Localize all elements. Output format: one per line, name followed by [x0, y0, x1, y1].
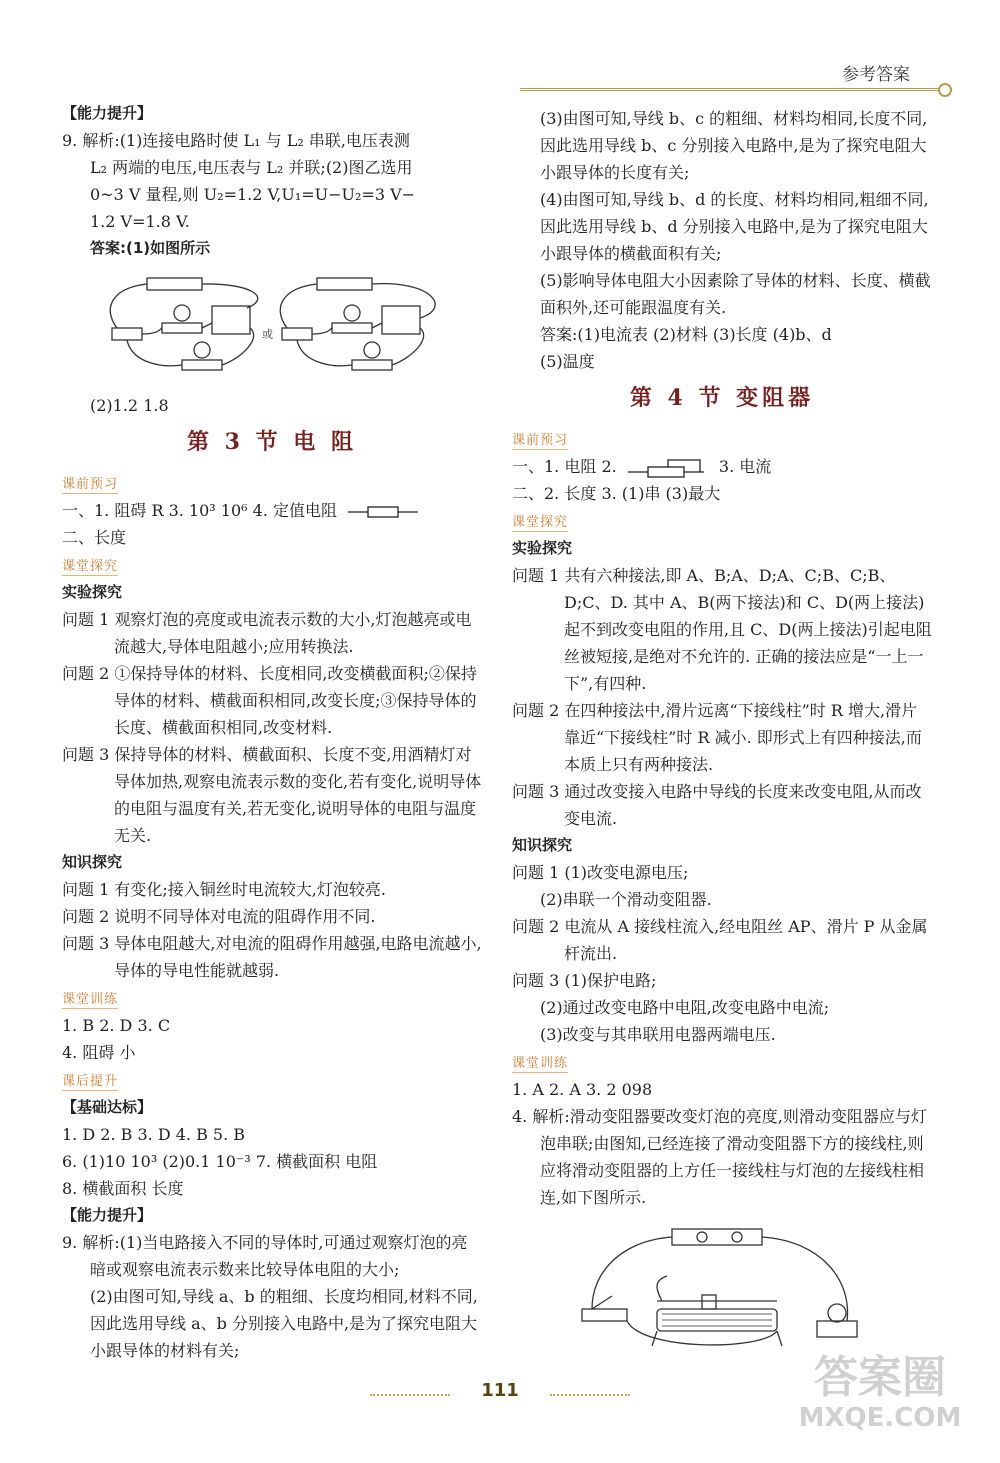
rheostat-circuit	[562, 1221, 882, 1371]
experiment-item: 问题 3 通过改变接入电路中导线的长度来改变电阻,从而改变电流.	[512, 782, 922, 828]
header-rule	[520, 88, 942, 91]
bulb-base-2	[182, 360, 222, 370]
tag-explore-right: 课堂探究	[512, 515, 569, 530]
figure-or-label: 或	[262, 328, 273, 341]
q9-line: 9. 解析:(1)连接电路时使 L₁ 与 L₂ 串联,电压表测	[62, 131, 410, 150]
knowledge-item: 问题 2 电流从 A 接线柱流入,经电阻丝 AP、滑片 P 从金属杆流出.	[512, 917, 928, 963]
q4-analysis: 4. 解析:滑动变阻器要改变灯泡的亮度,则滑动变阻器应与灯泡串联;由图知,已经连接了滑动变阻器下方的接线柱,则应将滑动变阻器的上方任一接线柱与灯泡的左接线柱相连,如下图所示.	[512, 1107, 927, 1207]
switch-lever	[592, 1296, 612, 1309]
tag-preview-right: 课前预习	[512, 433, 569, 448]
experiment-heading-right: 实验探究	[512, 539, 573, 557]
ability-heading: 【能力提升】	[62, 104, 153, 122]
basic-line: 1. D 2. B 3. D 4. B 5. B	[62, 1125, 246, 1144]
bulb-3	[344, 305, 360, 321]
q9b-item: 9. 解析:(1)当电路接入不同的导体时,可通过观察灯泡的亮暗或观察电流表示数来比较导体电阻的大小;	[62, 1233, 468, 1279]
basic-line: 8. 横截面积 长度	[62, 1179, 184, 1198]
tag-after-class: 课后提升	[62, 1074, 119, 1089]
rheostat-slider	[702, 1295, 716, 1309]
q9-line: L₂ 两端的电压,电压表与 L₂ 并联;(2)图乙选用	[90, 158, 413, 177]
left-column	[62, 100, 482, 1364]
answer-line: 答案:(1)电流表 (2)材料 (3)长度 (4)b、d	[540, 325, 832, 344]
watermark	[790, 1353, 970, 1443]
circuit-diagram	[62, 268, 462, 378]
knowledge-item: 问题 3 导体电阻越大,对电流的阻碍作用越强,电路电流越小,导体的导电性能就越弱.	[62, 934, 482, 980]
battery-1	[147, 278, 202, 290]
page-dots-left	[370, 1394, 450, 1396]
preview-text-b: 3. 电流	[718, 457, 772, 476]
q9b-item: (2)由图可知,导线 a、b 的粗细、长度均相同,材料不同,因此选用导线 a、b 分别接入电路中,是为了探究电阻大小跟导体的材料有关;	[90, 1287, 478, 1360]
training-line: 1. B 2. D 3. C	[62, 1016, 171, 1035]
q9-analysis	[62, 127, 482, 235]
cont-item: (4)由图可知,导线 b、d 的长度、材料均相同,粗细不同,因此选用导线 b、d 分别接入电路中,是为了探究电阻大小跟导体的横截面积有关;	[540, 190, 929, 263]
tag-explore: 课堂探究	[62, 559, 119, 574]
lamp-base	[817, 1321, 857, 1337]
basic-line: 6. (1)10 10³ (2)0.1 10⁻³ 7. 横截面积 电阻	[62, 1152, 378, 1171]
cont-item: (3)由图可知,导线 b、c 的粗细、材料均相同,长度不同,因此选用导线 b、c 分别接入电路中,是为了探究电阻大小跟导体的长度有关;	[540, 109, 928, 182]
basic-heading: 【基础达标】	[62, 1098, 153, 1116]
battery-2	[317, 278, 372, 290]
tag-training-right: 课堂训练	[512, 1056, 569, 1071]
knowledge-item: 问题 1 (1)改变电源电压;	[512, 863, 689, 882]
lamp-bulb	[828, 1304, 846, 1322]
watermark-line2: MXQE.COM	[798, 1403, 962, 1433]
bulb-base-1	[162, 323, 202, 333]
knowledge-item: 问题 2 说明不同导体对电流的阻碍作用不同.	[62, 907, 376, 926]
knowledge-item: (3)改变与其串联用电器两端电压.	[540, 1025, 776, 1044]
answer-line: (5)温度	[540, 352, 595, 371]
knowledge-heading: 知识探究	[62, 853, 123, 871]
knowledge-heading-right: 知识探究	[512, 836, 573, 854]
q9-answer2: (2)1.2 1.8	[90, 396, 169, 415]
switch-2	[282, 328, 312, 340]
voltmeter-2	[382, 306, 420, 334]
bulb-base-4	[352, 360, 392, 370]
preview-line-2: 二、长度	[62, 528, 127, 547]
training-line-right: 1. A 2. A 3. 2 098	[512, 1080, 653, 1099]
preview-line-1-right	[512, 453, 932, 480]
experiment-item: 问题 2 ①保持导体的材料、长度相同,改变横截面积;②保持导体的材料、横截面积相同,改变长度;③保持导体的长度、横截面积相同,改变材料.	[62, 664, 477, 737]
rheostat-symbol	[628, 458, 708, 478]
tag-preview: 课前预习	[62, 477, 119, 492]
bulb-4	[364, 342, 380, 358]
q9-answer: 答案:(1)如图所示	[90, 239, 211, 257]
resistor-symbol	[348, 505, 418, 519]
page-dots-right	[550, 1394, 630, 1396]
knowledge-item: 问题 3 (1)保护电路;	[512, 971, 657, 990]
circuit-figure	[62, 268, 482, 386]
experiment-item: 问题 2 在四种接法中,滑片远离“下接线柱”时 R 增大,滑片靠近“下接线柱”时 R 减小. 即形式上有四种接法,而本质上只有两种接法.	[512, 701, 922, 774]
preview-line-2-right: 二、2. 长度 3. (1)串 (3)最大	[512, 484, 721, 503]
experiment-item: 问题 1 共有六种接法,即 A、B;A、D;A、C;B、C;B、D;C、D. 其中 A、B(两下接法)和 C、D(两上接法)起不到改变电阻的作用,且 C、D(两上接法)引起电阻丝被短接,是绝对不允许的. 正确的接法应是“一上一下”,有四种.	[512, 566, 932, 693]
page-number: 111	[481, 1380, 519, 1401]
right-column	[512, 105, 932, 1385]
experiment-item: 问题 3 保持导体的材料、横截面积、长度不变,用酒精灯对导体加热,观察电流表示数的变化,若有变化,说明导体的电阻与温度有关,若无变化,说明导体的电阻与温度无关.	[62, 745, 482, 845]
ability-heading-2: 【能力提升】	[62, 1206, 153, 1224]
switch-base	[582, 1309, 627, 1321]
preview-text-a: 一、1. 电阻 2.	[512, 457, 617, 476]
bulb-1	[174, 305, 190, 321]
header-dot	[938, 83, 952, 97]
section4-title: 第 4 节 变阻器	[629, 385, 815, 411]
experiment-item: 问题 1 观察灯泡的亮度或电流表示数的大小,灯泡越亮或电流越大,导体电阻越小;应用转换法.	[62, 610, 472, 656]
knowledge-item: (2)串联一个滑动变阻器.	[540, 890, 712, 909]
section3-title: 第 3 节 电 阻	[187, 429, 357, 455]
watermark-line1: 答案圈	[814, 1352, 946, 1403]
knowledge-item: 问题 1 有变化;接入铜丝时电流较大,灯泡较亮.	[62, 880, 386, 899]
bulb-base-3	[332, 323, 372, 333]
q9-line: 1.2 V=1.8 V.	[90, 212, 190, 231]
experiment-heading: 实验探究	[62, 583, 123, 601]
preview-text: 一、1. 阻碍 R 3. 10³ 10⁶ 4. 定值电阻	[62, 501, 337, 520]
switch-1	[112, 328, 142, 340]
bulb-2	[194, 342, 210, 358]
battery-box	[672, 1229, 762, 1245]
preview-line-1	[62, 497, 482, 524]
header-title: 参考答案	[842, 65, 910, 85]
cont-item: (5)影响导体电阻大小因素除了导体的材料、长度、横截面积外,还可能跟温度有关.	[540, 271, 931, 317]
tag-training: 课堂训练	[62, 992, 119, 1007]
voltmeter-1	[212, 306, 250, 334]
training-line: 4. 阻碍 小	[62, 1043, 136, 1062]
q9-line: 0~3 V 量程,则 U₂=1.2 V,U₁=U−U₂=3 V−	[90, 185, 416, 204]
knowledge-item: (2)通过改变电路中电阻,改变电路中电流;	[540, 998, 830, 1017]
